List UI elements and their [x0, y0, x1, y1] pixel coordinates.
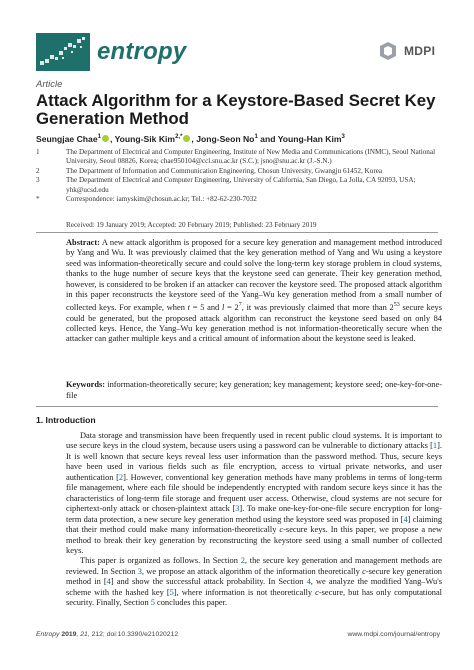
footer-citation — [36, 631, 178, 638]
orcid-icon[interactable] — [102, 135, 109, 142]
text-run: -secure key generation method in [ — [66, 566, 442, 587]
publication-dates: Received: 19 January 2019; Accepted: 20 February 2019; Published: 23 February 2019 — [66, 221, 317, 229]
keywords — [66, 380, 442, 401]
text-run: concludes this paper. — [154, 598, 228, 608]
paragraph — [66, 431, 442, 556]
math-exponent: 53 — [393, 302, 400, 309]
affiliation-list — [36, 148, 446, 204]
text-run: This paper is organized as follows. In Section — [80, 556, 241, 566]
footer-journal: Entropy — [36, 631, 60, 638]
math-var: c — [315, 587, 319, 597]
text-run: -secure keys. In this paper, we propose a new method to break their key generation by reconstructing the keystore seed using a small number of collected keys. — [66, 525, 442, 555]
author-name: Jong-Seon No — [196, 134, 255, 144]
affiliation-text: Correspondence: iamyskim@chosun.ac.kr; Tel.: +82-62-230-7032 — [66, 195, 257, 204]
author-name: Young-Sik Kim — [114, 134, 176, 144]
affiliation-item — [36, 176, 446, 195]
paper-title: Attack Algorithm for a Keystore-Based Secret Key Generation Method — [36, 91, 436, 128]
text-run: ]. To make one-key-for-one-file secure encryption for long-term data protection, a new secure key generation method using the keystore seed was proposed in [ — [66, 504, 442, 524]
affiliation-item — [36, 195, 446, 204]
math-var: c — [279, 525, 284, 535]
author-superscript: 2,* — [175, 134, 183, 141]
section-link[interactable]: 3 — [137, 566, 142, 576]
citation-link[interactable]: 5 — [169, 587, 174, 597]
text-run: , the secure key generation and management methods are reviewed. In Section — [66, 556, 442, 576]
text-run: ] and show the successful attack probability. In Section — [110, 577, 307, 587]
author-name: Young-Han Kim — [277, 134, 342, 144]
author-superscript: 1 — [97, 134, 101, 141]
keywords-text: information-theoretically secure; key generation; key management; keystore seed; one-key-for-one-file — [66, 380, 442, 400]
orcid-icon[interactable] — [183, 135, 190, 142]
text-run: -secure, but has only computational security. Finally, Section — [66, 587, 442, 608]
text-run: ]. It is well known that secure keys reveal less user information than the password method. Thus, secure keys have been used in various fields such as file encryption, access to virtual private networks, and user authentication [ — [66, 441, 442, 482]
text-run: ] claiming that their method could make many information-theoretically — [66, 514, 443, 535]
affiliation-number: 2 — [36, 166, 40, 175]
divider — [36, 406, 438, 407]
abstract-label: Abstract: — [66, 238, 100, 247]
affiliation-number: 3 — [36, 176, 40, 185]
text-run: , we propose an attack algorithm of the information theoretically — [141, 566, 363, 576]
footer-year: 2019 — [59, 631, 77, 638]
journal-name: entropy — [97, 38, 187, 65]
citation-link[interactable]: 2 — [118, 472, 124, 482]
affiliation-item — [36, 148, 446, 167]
text-run: ]. However, conventional key generation methods have many problems in terms of long-term file management, where each file should be independently encrypted with random secure keys since it has the characteristics of long-term file storage and frequent user access. Otherwise, cloud systems are not secure for ciphertext-only attack or chosen-plaintext attack [ — [66, 472, 442, 514]
author-superscript: 1 — [254, 134, 258, 141]
footer-url[interactable]: www.mdpi.com/journal/entropy — [347, 631, 440, 638]
math-var: t — [187, 303, 190, 313]
citation-link[interactable]: 1 — [432, 441, 438, 451]
text-run: ], where information is not theoretically — [173, 587, 316, 597]
math-exponent: 7 — [238, 302, 242, 309]
citation-link[interactable]: 3 — [235, 504, 240, 514]
abstract-text: A new attack algorithm is proposed for a secure key generation and management method introduced by Yang and Wu. It was previously claimed that the key generation method of Yang and Wu using a keystore seed was information-theoretically secure and could solve the long-term key storage problem in cloud systems, thanks to the huge number of secure keys that the keystone seed can generate. Their key generation method, however, is considered to be broken if an attacker can recover the keystore seed. The proposed attack algorithm in this paper reconstructs the keystore seed of the Yang–Wu key generation method from a small number of collected keys. For example, when — [66, 238, 442, 313]
citation-link[interactable]: 4 — [106, 577, 111, 587]
affiliation-item — [36, 167, 446, 176]
section-link[interactable]: 4 — [306, 577, 311, 587]
entropy-logo — [36, 33, 90, 71]
keywords-label: Keywords: — [66, 380, 106, 389]
affiliation-text: The Department of Electrical and Computer Engineering, Institute of New Media and Communications (INMC), Seoul National University, Seoul 08826, Korea; chae950104@ccl.snu.ac.kr (S.C.); jsno@snu.ac.kr (J.-S.N.) — [66, 148, 436, 166]
math-text: = 5 and — [189, 303, 222, 313]
abstract — [66, 238, 442, 345]
author-list: Seungjae Chae$^1$ , Young-Sik Kim$^{2,*}$ , Jong-Seon No$^1$ and Young-Han Kim$^3$ — [36, 134, 345, 144]
section-link[interactable]: 5 — [150, 598, 155, 608]
affiliation-number: * — [36, 195, 40, 204]
body-text — [66, 431, 442, 609]
footer-volume: , 21 — [76, 631, 88, 638]
math-text: = 2 — [224, 303, 239, 313]
article-type: Article — [36, 79, 63, 90]
abstract-text: secure keys could be generated, but the proposed attack algorithm can reconstruct the keystone seed based on only 84 collected keys. Hence, the Yang–Wu key generation method is not information-theoretically secure when the attacker can gather multiple keys and a critical amount of information about the keystone seed is leaked. — [66, 303, 442, 344]
affiliation-text: The Department of Electrical and Computer Engineering, University of California, San Diego, La Jolla, CA 92093, USA; yhk@ucsd.edu — [66, 176, 416, 194]
divider — [36, 232, 438, 233]
affiliation-number: 1 — [36, 148, 40, 156]
entropy-logo-graphic — [36, 33, 90, 71]
math-var: c — [362, 566, 366, 576]
text-run: Data storage and transmission have been frequently used in recent public cloud systems. It is important to use secure keys in the cloud system, because users using a password can be vulnerable to dictionary attacks [ — [66, 431, 442, 451]
paragraph — [66, 556, 442, 608]
author-conjunction: and — [260, 134, 276, 144]
section-link[interactable]: 2 — [240, 556, 245, 566]
affiliation-text: The Department of Information and Communication Engineering, Chosun University, Gwangju 61452, Korea — [66, 166, 383, 175]
author-name: Seungjae Chae — [36, 134, 98, 144]
publisher-logo-text: MDPI — [404, 44, 436, 58]
section-heading: 1. Introduction — [36, 415, 96, 425]
author-superscript: 3 — [341, 134, 345, 141]
citation-link[interactable]: 4 — [403, 514, 408, 524]
math-var: l — [221, 303, 225, 313]
abstract-text: , it was previously claimed that more than 2 — [241, 303, 394, 313]
footer-doi: , 212; doi:10.3390/e21020212 — [87, 631, 179, 638]
text-run: , we analyze the modified Yang–Wu's scheme with the hashed key [ — [66, 577, 442, 597]
